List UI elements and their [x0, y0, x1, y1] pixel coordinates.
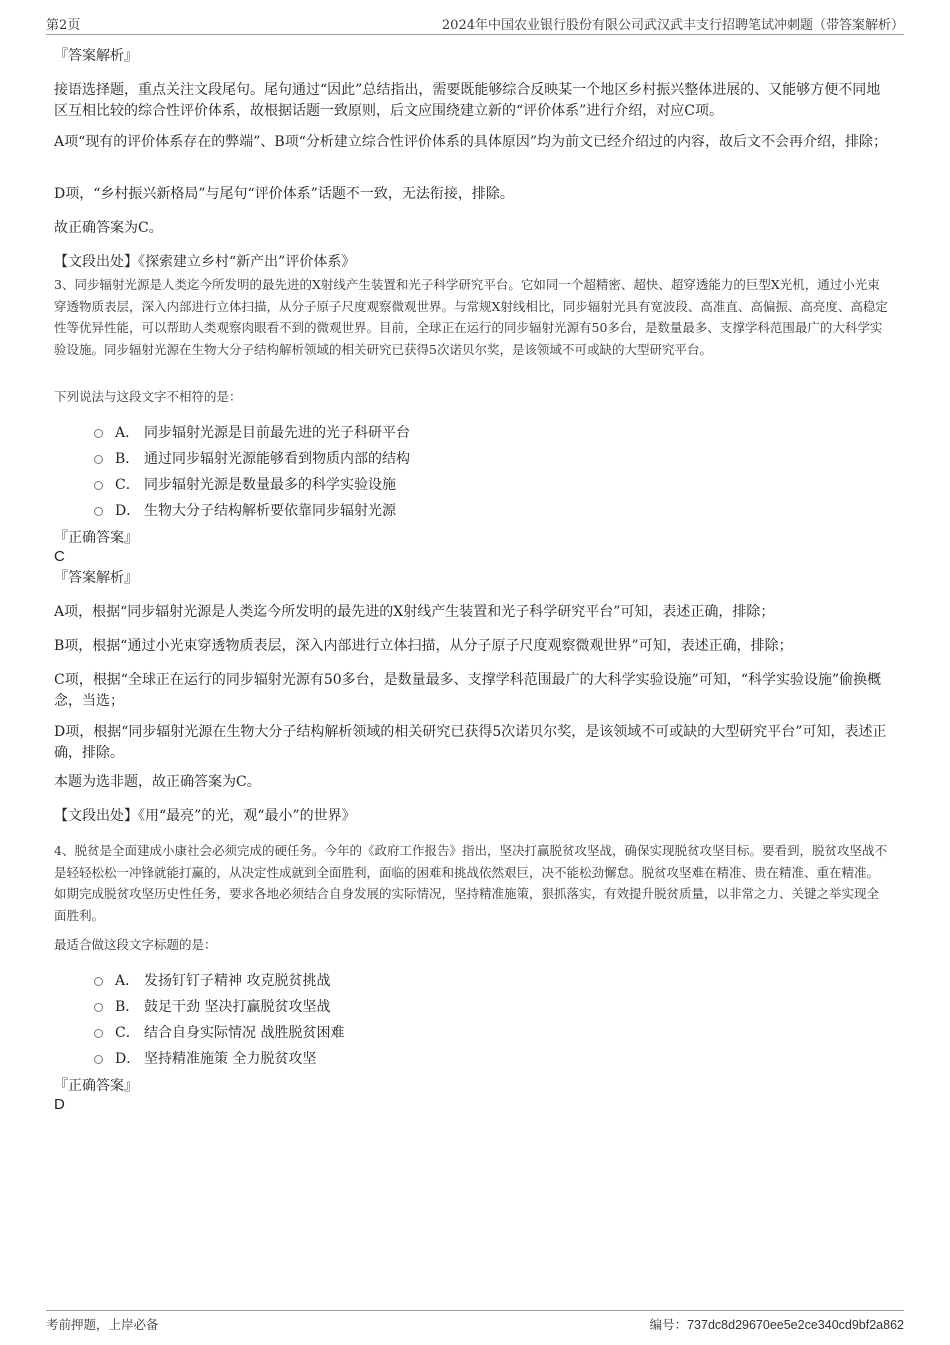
- option-letter: B．: [115, 999, 140, 1015]
- radio-icon[interactable]: [94, 977, 103, 986]
- page-number: 第2页: [46, 18, 81, 33]
- page-footer: [46, 1310, 904, 1337]
- q3-option-b[interactable]: [94, 446, 794, 472]
- q3-options: [94, 420, 794, 524]
- radio-icon[interactable]: [94, 1029, 103, 1038]
- option-letter: D．: [115, 1051, 141, 1067]
- q3-stem: 3、同步辐射光源是人类迄今所发明的最先进的X射线产生装置和光子科学研究平台。它如同一个超精密、超快、超穿透能力的巨型X光机，通过小光束穿透物质表层，深入内部进行立体扫描，从分子原子尺度观察微观世界。与常规X射线相比，同步辐射光具有宽波段、高准直、高偏振、高亮度、高稳定性等优异性能，可以帮助人类观察肉眼看不到的微观世界。目前，全球正在运行的同步辐射光源有50多台，是数量最多、支撑学科范围最广的大科学实验设施。同步辐射光源在生物大分子结构解析领域的相关研究已获得5次诺贝尔奖，是该领域不可或缺的大型研究平台。: [54, 277, 888, 357]
- q3-option-c[interactable]: [94, 472, 794, 498]
- option-text: 生物大分子结构解析要依靠同步辐射光源: [144, 503, 396, 519]
- q3-analysis-paragraph: A项，根据“同步辐射光源是人类迄今所发明的最先进的X射线产生装置和光子科学研究平台”可知，表述正确，排除；: [54, 604, 775, 620]
- q4-correct-label: 『正确答案』: [54, 1078, 138, 1094]
- q4-correct-answer: D: [54, 1096, 65, 1113]
- option-letter: A．: [115, 425, 140, 441]
- footer-code-label: 编号：: [649, 1317, 688, 1332]
- option-letter: B．: [115, 451, 140, 467]
- option-letter: C．: [115, 477, 140, 493]
- q2-analysis-paragraph: D项，“乡村振兴新格局”与尾句“评价体系”话题不一致，无法衔接，排除。: [54, 186, 514, 202]
- q4-option-c[interactable]: [94, 1020, 794, 1046]
- footer-slogan: 考前押题，上岸必备: [46, 1317, 159, 1332]
- q3-question: 下列说法与这段文字不相符的是：: [54, 389, 242, 404]
- option-letter: C．: [115, 1025, 140, 1041]
- option-text: 通过同步辐射光源能够看到物质内部的结构: [144, 451, 410, 467]
- radio-icon[interactable]: [94, 481, 103, 490]
- option-text: 同步辐射光源是数量最多的科学实验设施: [144, 477, 396, 493]
- q3-answer-summary: 本题为选非题，故正确答案为C。: [54, 774, 261, 790]
- q3-source: 【文段出处】《用“最亮”的光，观“最小”的世界》: [54, 808, 356, 824]
- q2-answer-summary: 故正确答案为C。: [54, 220, 163, 236]
- option-letter: A．: [115, 973, 140, 989]
- radio-icon[interactable]: [94, 507, 103, 516]
- q3-analysis-paragraph: C项，根据“全球正在运行的同步辐射光源有50多台，是数量最多、支撑学科范围最广的大科学实验设施”可知，“科学实验设施”偷换概念，当选；: [54, 672, 882, 709]
- q2-analysis-paragraph: 接语选择题，重点关注文段尾句。尾句通过“因此”总结指出，需要既能够综合反映某一个地区乡村振兴整体进展的、又能够方便不同地区互相比较的综合性评价体系，故根据话题一致原则，后文应围绕建立新的“评价体系”进行介绍，对应C项。: [54, 82, 881, 119]
- q3-option-d[interactable]: [94, 498, 794, 524]
- q4-option-b[interactable]: [94, 994, 794, 1020]
- q4-options: [94, 968, 794, 1072]
- option-text: 结合自身实际情况 战胜脱贫困难: [144, 1025, 345, 1041]
- footer-code-value: 737dc8d29670ee5e2ce340cd9bf2a862: [687, 1318, 904, 1332]
- radio-icon[interactable]: [94, 1055, 103, 1064]
- option-text: 发扬钉钉子精神 攻克脱贫挑战: [144, 973, 331, 989]
- radio-icon[interactable]: [94, 455, 103, 464]
- footer-code: [650, 1315, 904, 1333]
- q2-analysis-label: 『答案解析』: [54, 48, 138, 64]
- q2-analysis-paragraph: A项“现有的评价体系存在的弊端”、B项“分析建立综合性评价体系的具体原因”均为前文已经介绍过的内容，故后文不会再介绍，排除；: [54, 134, 888, 150]
- q3-analysis-label: 『答案解析』: [54, 570, 138, 586]
- page-header: [46, 14, 904, 35]
- option-text: 鼓足干劲 坚决打赢脱贫攻坚战: [144, 999, 331, 1015]
- q3-analysis-paragraph: B项，根据“通过小光束穿透物质表层，深入内部进行立体扫描，从分子原子尺度观察微观世界”可知，表述正确，排除；: [54, 638, 793, 654]
- q4-question: 最适合做这段文字标题的是：: [54, 937, 217, 952]
- q3-correct-label: 『正确答案』: [54, 530, 138, 546]
- q3-correct-answer: C: [54, 548, 65, 565]
- q2-source: 【文段出处】《探索建立乡村“新产出”评价体系》: [54, 254, 356, 270]
- radio-icon[interactable]: [94, 429, 103, 438]
- document-title: 2024年中国农业银行股份有限公司武汉武丰支行招聘笔试冲刺题（带答案解析）: [441, 18, 904, 33]
- q4-option-a[interactable]: [94, 968, 794, 994]
- q4-stem: 4、脱贫是全面建成小康社会必须完成的硬任务。今年的《政府工作报告》指出，坚决打赢脱贫攻坚战，确保实现脱贫攻坚目标。要看到，脱贫攻坚战不是轻轻松松一冲锋就能打赢的，从决定性成就到全面胜利，面临的困难和挑战依然艰巨，决不能松劲懈怠。脱贫攻坚难在精准、贵在精准、重在精准。如期完成脱贫攻坚历史性任务，要求各地必须结合自身发展的实际情况，坚持精准施策，狠抓落实，有效提升脱贫质量，以非常之力、关键之举实现全面胜利。: [54, 843, 887, 923]
- q3-option-a[interactable]: [94, 420, 794, 446]
- q4-option-d[interactable]: [94, 1046, 794, 1072]
- radio-icon[interactable]: [94, 1003, 103, 1012]
- option-text: 坚持精准施策 全力脱贫攻坚: [144, 1051, 317, 1067]
- option-text: 同步辐射光源是目前最先进的光子科研平台: [144, 425, 410, 441]
- option-letter: D．: [115, 503, 141, 519]
- q3-analysis-paragraph: D项，根据“同步辐射光源在生物大分子结构解析领域的相关研究已获得5次诺贝尔奖，是该领域不可或缺的大型研究平台”可知，表述正确，排除。: [54, 724, 887, 761]
